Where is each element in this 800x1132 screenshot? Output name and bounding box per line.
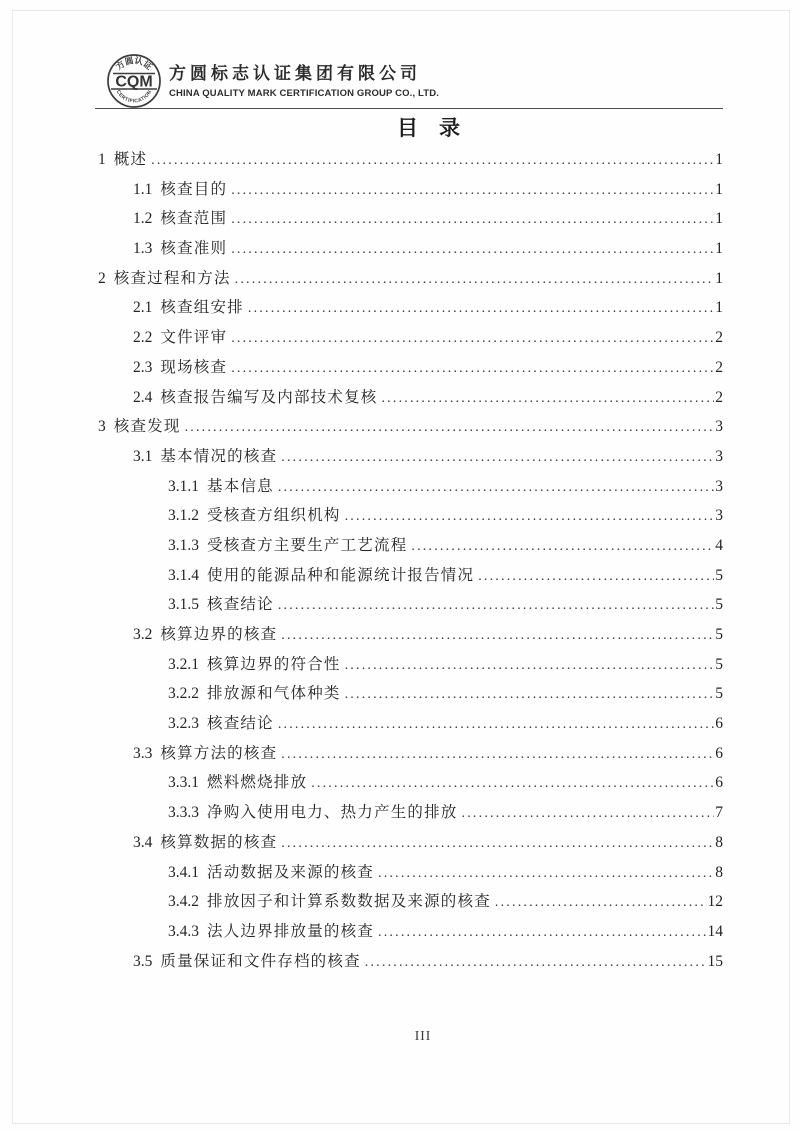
toc-leader-dots — [365, 948, 707, 978]
footer-page-number: III — [414, 1028, 432, 1043]
toc-entry-label: 燃料燃烧排放 — [207, 774, 308, 792]
toc-entry-page: 1 — [715, 240, 723, 258]
toc-row — [98, 175, 723, 205]
toc-entry-label: 现场核查 — [160, 358, 228, 376]
toc-entry-page: 3 — [715, 507, 723, 525]
toc-row — [98, 709, 723, 739]
toc-row — [98, 650, 723, 680]
toc-entry-page: 6 — [715, 744, 723, 762]
toc-entry-page: 5 — [715, 655, 723, 673]
toc-row — [98, 145, 723, 175]
toc-row — [98, 264, 723, 294]
toc-entry-number: 3.5 — [133, 952, 153, 970]
toc-leader-dots — [478, 562, 714, 592]
toc-entry-number: 3.3.1 — [168, 774, 199, 792]
toc-row — [98, 887, 723, 917]
toc-leader-dots — [345, 502, 715, 532]
toc-entry-page: 1 — [715, 299, 723, 317]
cqm-logo-icon — [106, 52, 162, 110]
toc-entry-page: 1 — [715, 210, 723, 228]
toc-entry-page: 15 — [707, 952, 723, 970]
toc-row — [98, 442, 723, 472]
toc-entry-label: 核查发现 — [113, 418, 181, 436]
toc-entry-page: 3 — [715, 477, 723, 495]
toc-row — [98, 531, 723, 561]
toc-entry-label: 基本情况的核查 — [160, 447, 278, 465]
toc-entry-label: 法人边界排放量的核查 — [207, 922, 375, 940]
toc-entry-number: 1 — [98, 151, 106, 168]
toc-entry-page: 7 — [715, 804, 723, 822]
toc-entry-number: 1.3 — [133, 240, 153, 258]
toc-entry-label: 核算边界的符合性 — [207, 655, 341, 673]
toc-entry-label: 核查目的 — [160, 180, 228, 198]
toc-entry-page: 8 — [715, 863, 723, 881]
toc-leader-dots — [278, 710, 714, 740]
toc-list — [98, 145, 723, 976]
toc-leader-dots — [281, 740, 714, 770]
toc-entry-number: 3.1 — [133, 447, 153, 465]
toc-row — [98, 917, 723, 947]
toc-row — [98, 412, 723, 442]
toc-leader-dots — [381, 384, 714, 414]
toc-leader-dots — [311, 769, 714, 799]
svg-text:CERTIFICATION: CERTIFICATION — [114, 89, 154, 105]
toc-entry-number: 3.2 — [133, 626, 153, 643]
toc-entry-page: 12 — [707, 893, 723, 911]
toc-entry-label: 质量保证和文件存档的核查 — [160, 952, 361, 970]
toc-row — [98, 353, 723, 383]
toc-entry-number: 3.1.3 — [168, 536, 199, 554]
toc-leader-dots — [378, 918, 706, 948]
toc-entry-number: 2.2 — [133, 329, 153, 347]
toc-leader-dots — [462, 799, 715, 829]
toc-row — [98, 947, 723, 977]
toc-entry-page: 6 — [715, 715, 723, 733]
toc-leader-dots — [231, 205, 714, 235]
toc-entry-page: 5 — [715, 685, 723, 703]
toc-row — [98, 323, 723, 353]
toc-entry-label: 受核查方组织机构 — [207, 507, 341, 525]
toc-entry-label: 文件评审 — [160, 329, 228, 347]
toc-row — [98, 828, 723, 858]
toc-leader-dots — [278, 473, 714, 503]
toc-entry-page: 1 — [715, 151, 723, 168]
toc-row — [98, 383, 723, 413]
toc-entry-label: 核算数据的核查 — [160, 833, 278, 851]
toc-entry-number: 3.2.3 — [168, 715, 199, 733]
toc-leader-dots — [231, 324, 714, 354]
toc-row — [98, 204, 723, 234]
toc-row — [98, 561, 723, 591]
toc-row — [98, 620, 723, 650]
toc-leader-dots — [185, 413, 715, 443]
toc-title: 目 录 — [397, 116, 460, 140]
toc-entry-number: 2.4 — [133, 388, 153, 406]
toc-row — [98, 590, 723, 620]
toc-leader-dots — [278, 591, 714, 621]
toc-leader-dots — [345, 651, 715, 681]
toc-leader-dots — [281, 443, 714, 473]
toc-leader-dots — [495, 888, 707, 918]
toc-leader-dots — [248, 294, 714, 324]
toc-entry-page: 1 — [715, 269, 723, 287]
toc-entry-number: 3.2.1 — [168, 655, 199, 673]
toc-leader-dots — [231, 235, 714, 265]
toc-entry-number: 3.1.5 — [168, 596, 199, 614]
svg-text:方圆认证: 方圆认证 — [113, 55, 155, 72]
toc-entry-page: 3 — [715, 418, 723, 436]
toc-entry-label: 核查范围 — [160, 210, 228, 228]
toc-entry-label: 排放源和气体种类 — [207, 685, 341, 703]
toc-entry-label: 基本信息 — [207, 477, 274, 495]
toc-entry-label: 净购入使用电力、热力产生的排放 — [207, 804, 458, 822]
toc-leader-dots — [411, 532, 714, 562]
toc-entry-number: 3.2.2 — [168, 685, 199, 703]
toc-entry-label: 受核查方主要生产工艺流程 — [207, 536, 408, 554]
toc-leader-dots — [151, 146, 714, 176]
toc-entry-label: 核算边界的核查 — [160, 626, 278, 643]
company-name-cn: 方圆标志认证集团有限公司 — [169, 64, 421, 83]
toc-entry-page: 14 — [707, 922, 723, 940]
toc-entry-number: 1.1 — [133, 180, 153, 198]
toc-entry-page: 8 — [715, 833, 723, 851]
toc-entry-page: 5 — [715, 626, 723, 643]
toc-entry-page: 1 — [715, 180, 723, 198]
toc-entry-label: 活动数据及来源的核查 — [207, 863, 375, 881]
company-name-en: CHINA QUALITY MARK CERTIFICATION GROUP CO., LTD. — [169, 88, 440, 99]
toc-entry-label: 核算方法的核查 — [160, 744, 278, 762]
toc-row — [98, 679, 723, 709]
toc-entry-label: 核查报告编写及内部技术复核 — [160, 388, 378, 406]
toc-entry-label: 排放因子和计算系数数据及来源的核查 — [207, 893, 491, 911]
toc-entry-number: 2.3 — [133, 358, 153, 376]
toc-entry-number: 3.3 — [133, 744, 153, 762]
toc-entry-page: 3 — [715, 447, 723, 465]
toc-row — [98, 293, 723, 323]
toc-row — [98, 739, 723, 769]
toc-leader-dots — [345, 680, 715, 710]
toc-entry-number: 3.4.2 — [168, 893, 199, 911]
toc-entry-label: 核查组安排 — [160, 299, 244, 317]
toc-entry-page: 5 — [715, 596, 723, 614]
toc-leader-dots — [235, 265, 715, 295]
toc-leader-dots — [231, 176, 714, 206]
toc-leader-dots — [281, 621, 714, 651]
toc-leader-dots — [231, 354, 714, 384]
toc-entry-label: 核查准则 — [160, 240, 228, 258]
toc-entry-label: 核查过程和方法 — [113, 269, 231, 287]
company-header — [169, 59, 439, 99]
toc-entry-label: 使用的能源品种和能源统计报告情况 — [207, 566, 475, 584]
toc-entry-number: 3.1.4 — [168, 566, 199, 584]
header-divider — [95, 108, 723, 109]
toc-row — [98, 858, 723, 888]
toc-entry-number: 1.2 — [133, 210, 153, 228]
toc-leader-dots — [378, 859, 714, 889]
toc-entry-number: 2 — [98, 269, 106, 287]
toc-entry-label: 概述 — [113, 151, 148, 168]
toc-leader-dots — [281, 829, 714, 859]
toc-row — [98, 501, 723, 531]
toc-entry-label: 核查结论 — [207, 715, 274, 733]
toc-entry-number: 3.4.3 — [168, 922, 199, 940]
toc-entry-page: 2 — [715, 388, 723, 406]
toc-entry-page: 2 — [715, 329, 723, 347]
toc-entry-number: 2.1 — [133, 299, 153, 317]
toc-entry-number: 3.1.1 — [168, 477, 199, 495]
toc-row — [98, 234, 723, 264]
toc-entry-number: 3.4.1 — [168, 863, 199, 881]
svg-text:CQM: CQM — [115, 73, 153, 91]
toc-entry-page: 2 — [715, 358, 723, 376]
toc-entry-page: 6 — [715, 774, 723, 792]
toc-entry-number: 3.1.2 — [168, 507, 199, 525]
toc-entry-number: 3.4 — [133, 833, 153, 851]
toc-entry-page: 4 — [715, 536, 723, 554]
toc-entry-number: 3 — [98, 418, 106, 436]
toc-entry-page: 5 — [715, 566, 723, 584]
toc-row — [98, 768, 723, 798]
toc-entry-number: 3.3.3 — [168, 804, 199, 822]
toc-entry-label: 核查结论 — [207, 596, 274, 614]
toc-row — [98, 472, 723, 502]
toc-row — [98, 798, 723, 828]
